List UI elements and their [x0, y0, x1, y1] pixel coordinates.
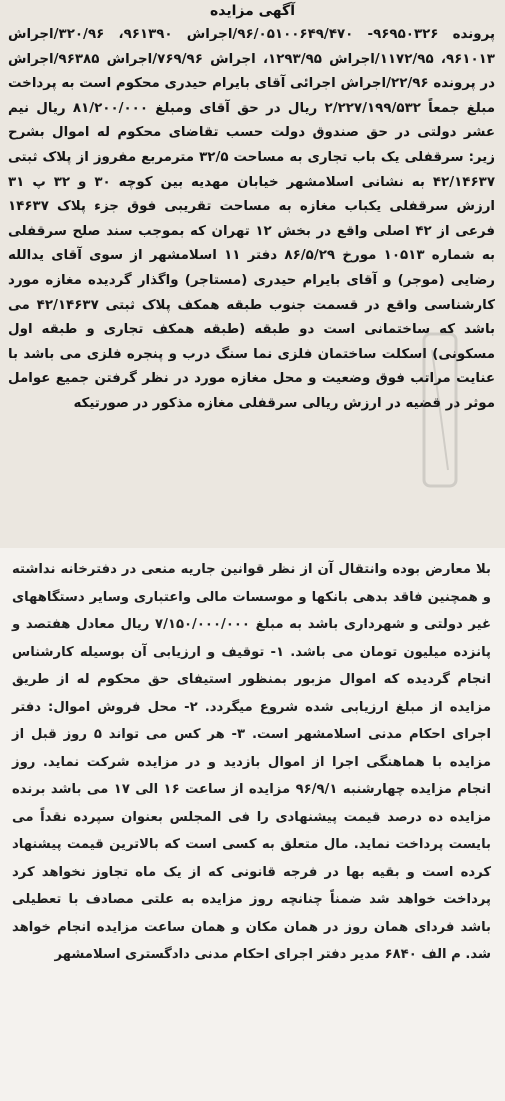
notice-body-bottom: بلا معارض بوده وانتقال آن از نظر قوانین جاریه منعی در دفترخانه نداشته و همچنین فاقد بدهی بانکها و موسسات مالی واعتباری وسایر دستگاههای غیر دولتی و شهرداری باشد به مبلغ ۷/۱۵۰/۰۰۰/۰۰۰ ریال معادل هفتصد و پانزده میلیون تومان می باشد. ۱- توقیف و ارزیابی آن بوسیله کارشناس انجام گردیده که اموال مزبور بمنظور استیفای حق محکوم له از طریق مزایده از مبلغ ارزیابی شده شروع میگردد. ۲- محل فروش اموال: دفتر اجرای احکام مدنی اسلامشهر است. ۳- هر کس می تواند ۵ روز قبل از مزایده با هماهنگی اجرا از اموال بازدید و در مزایده شرکت نماید. روز انجام مزایده چهارشنبه ۹۶/۹/۱ مزایده از ساعت ۱۶ الی ۱۷ می باشد برنده مزایده ده درصد قیمت پیشنهادی را فی المجلس بعنوان سپرده نقداً می بایست پرداخت نماید. مال متعلق به کسی است که بالاترین قیمت پیشنهاد کرده است و بقیه بها در فرجه قانونی که از یک ماه تجاوز نخواهد کرد پرداخت خواهد شد ضمناً چنانچه روز مزایده به علتی مصادف با تعطیلی باشد فردای همان روز در همان مکان و همان ساعت مزایده انجام خواهد شد. م الف ۶۸۴۰ مدیر دفتر اجرای احکام مدنی دادگستری اسلامشهر: [12, 562, 491, 962]
clipping-top-section: [0, 0, 505, 550]
stamp-watermark-icon: [420, 330, 460, 490]
clipping-bottom-section: [0, 548, 505, 1101]
notice-body-top: پرونده ۹۶۹۵۰۳۲۶- ۹۶/۰۵۱۰۰۶۴۹/۴۷۰/اجراش ۹۶۱۳۹۰، ۳۲۰/۹۶/اجراش ۹۶۱۰۱۳، ۱۱۷۲/۹۵/اجراش ۱۲۹۳/۹۵، اجراش ۷۶۹/۹۶/اجراش ۹۶۳۸۵/اجراش در پرونده ۲۲/۹۶/اجراش اجرائی آقای بایرام حیدری محکوم است به پرداخت مبلغ جمعاً ۲/۲۲۷/۱۹۹/۵۳۲ ریال در حق آقای ومبلغ ۸۱/۲۰۰/۰۰۰ ریال نیم عشر دولتی در حق صندوق دولت حسب تقاضای محکوم له اموال بشرح زیر: سرقفلی یک باب تجاری به مساحت ۳۲/۵ مترمربع مفروز از پلاک ثبتی ۴۲/۱۴۶۳۷ به نشانی اسلامشهر خیابان مهدیه بین کوچه ۳۰ و ۳۲ پ ۳۱ ارزش سرقفلی یکباب مغازه به مساحت تقریبی فوق جزء پلاک ۱۴۶۳۷ فرعی از ۴۲ اصلی واقع در بخش ۱۲ تهران که بموجب سند صلح سرقفلی به شماره ۱۰۵۱۳ مورخ ۸۶/۵/۲۹ دفتر ۱۱ اسلامشهر از سوی آقای یدالله رضایی (موجر) و آقای بایرام حیدری (مستاجر) واگذار گردیده مغازه مورد کارشناسی واقع در قسمت جنوب طبقه همکف پلاک ثبتی ۴۲/۱۴۶۳۷ می باشد که ساختمانی است دو طبقه (طبقه همکف تجاری و طبقه اول مسکونی) اسکلت ساختمان فلزی نما سنگ درب و پنجره فلزی می باشد با عنایت مراتب فوق وضعیت و محل مغازه مورد در نظر گرفتن جمیع عوامل موثر در قضیه در ارزش ریالی سرقفلی مغازه مذکور در صورتیکه: [8, 27, 495, 411]
notice-title: آگهی مزایده: [209, 3, 295, 19]
